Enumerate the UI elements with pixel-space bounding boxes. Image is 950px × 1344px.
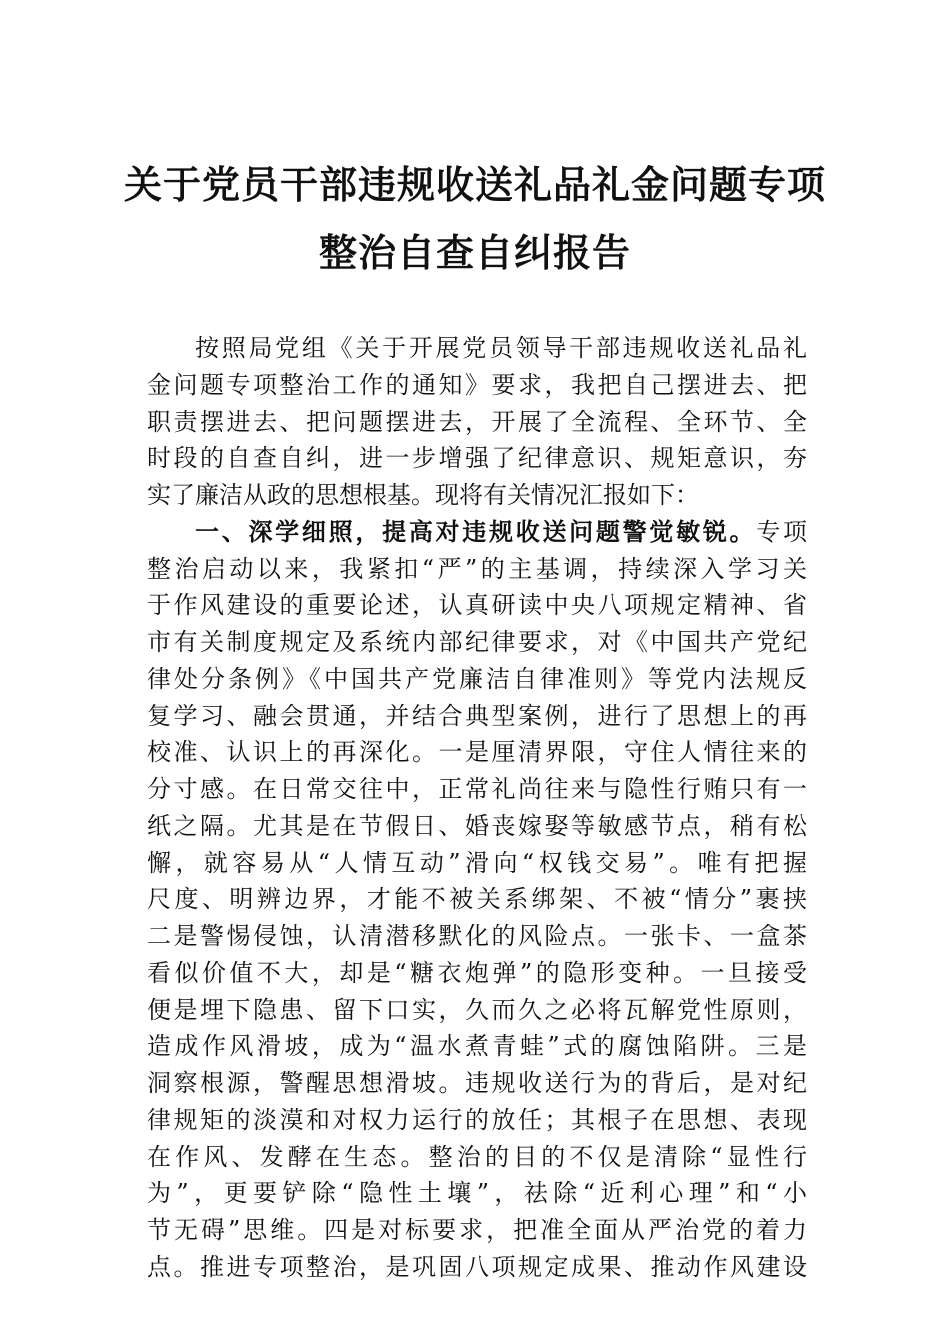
section-1-line: 整治启动以来，我紧扣“严”的主基调，持续深入学习关 [147,554,807,583]
section-1-line: 为”，更要铲除“隐性土壤”，祛除“近利心理”和“小 [147,1179,807,1208]
section-1-line: 在作风、发酵在生态。整治的目的不仅是清除“显性行 [147,1142,807,1171]
section-1-line: 律处分条例》《中国共产党廉洁自律准则》等党内法规反 [147,664,807,693]
section-1-heading: 一、深学细照，提高对违规收送问题警觉敏锐。 [195,517,757,546]
section-1-line: 点。推进专项整治，是巩固八项规定成果、推动作风建设 [147,1252,807,1281]
section-1-line: 二是警惕侵蚀，认清潜移默化的风险点。一张卡、一盒茶 [147,922,807,950]
section-1-line: 分寸感。在日常交往中，正常礼尚往来与隐性行贿只有一 [147,775,807,803]
section-1-line: 市有关制度规定及系统内部纪律要求，对《中国共产党纪 [147,628,807,656]
paragraph-1-line: 职责摆进去、把问题摆进去，开展了全流程、全环节、全 [147,407,807,436]
section-1-line: 校准、认识上的再深化。一是厘清界限，守住人情往来的 [147,738,807,767]
section-1-line: 造成作风滑坡，成为“温水煮青蛙”式的腐蚀陷阱。三是 [147,1032,807,1061]
document-body [147,330,807,1286]
section-1-line: 节无碍”思维。四是对标要求，把准全面从严治党的着力 [147,1216,807,1244]
section-1-line: 洞察根源，警醒思想滑坡。违规收送行为的背后，是对纪 [147,1069,807,1097]
section-1-line: 复学习、融会贯通，并结合典型案例，进行了思想上的再 [147,701,807,730]
paragraph-1-line: 金问题专项整治工作的通知》要求，我把自己摆进去、把 [147,370,807,399]
document-title-line-1: 关于党员干部违规收送礼品礼金问题专项 [123,162,826,207]
section-1-line: 律规矩的淡漠和对权力运行的放任；其根子在思想、表现 [147,1105,807,1134]
paragraph-1-line: 实了廉洁从政的思想根基。现将有关情况汇报如下： [147,481,699,509]
section-1-line: 于作风建设的重要论述，认真研读中央八项规定精神、省 [147,591,807,620]
paragraph-1-line: 时段的自查自纠，进一步增强了纪律意识、规矩意识，夯 [147,444,807,473]
section-1-line: 看似价值不大，却是“糖衣炮弹”的隐形变种。一旦接受 [147,958,807,987]
section-1-line: 纸之隔。尤其是在节假日、婚丧嫁娶等敏感节点，稍有松 [147,811,807,840]
paragraph-1-line: 按照局党组《关于开展党员领导干部违规收送礼品礼 [195,334,807,362]
section-1-heading-line [147,514,807,551]
section-1-line: 懈，就容易从“人情互动”滑向“权钱交易”。唯有把握 [147,848,807,877]
section-1-line: 尺度、明辨边界，才能不被关系绑架、不被“情分”裹挟 [147,885,807,914]
document-title-line-2: 整治自查自纠报告 [318,230,631,275]
section-1-heading-tail: 专项 [756,517,808,546]
section-1-line: 便是埋下隐患、留下口实，久而久之必将瓦解党性原则， [147,995,807,1024]
